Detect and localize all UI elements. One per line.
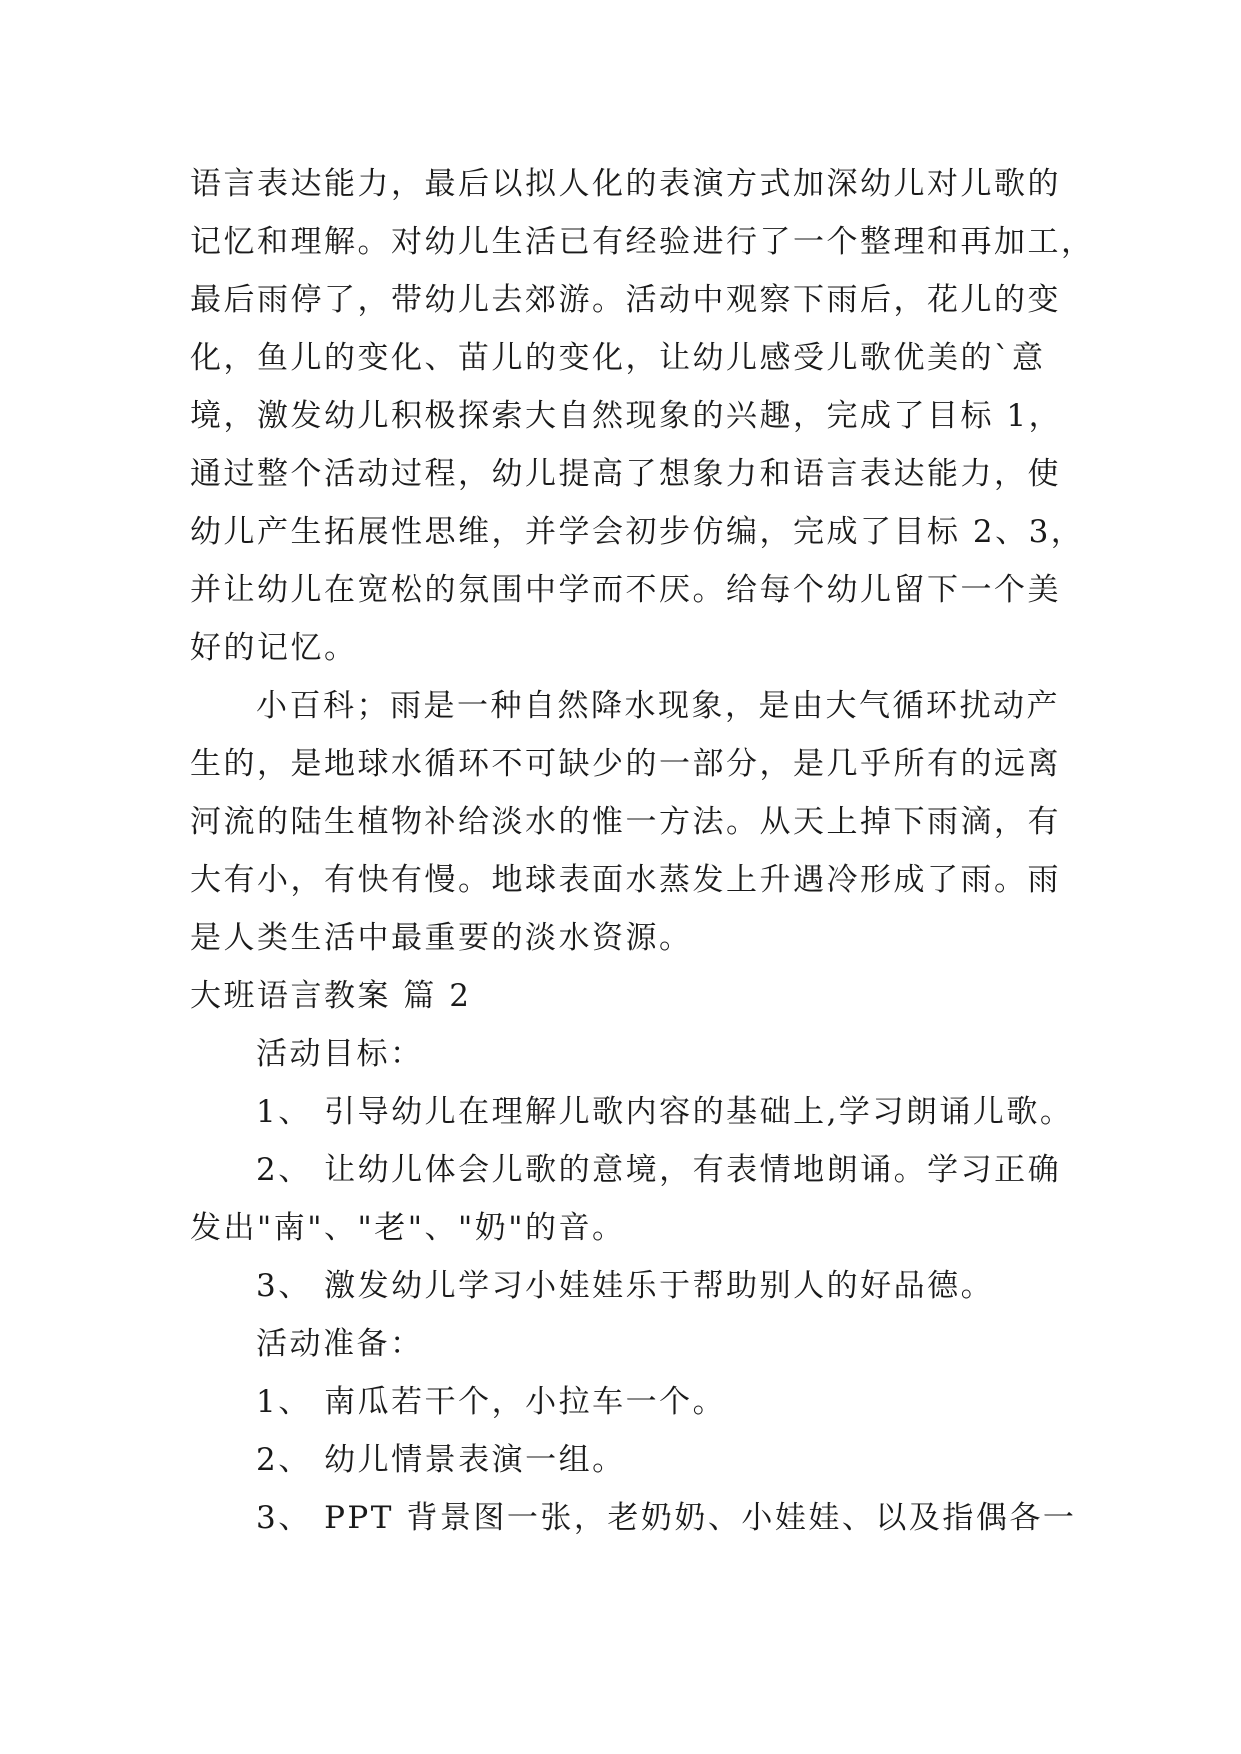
paragraph-line: 记忆和理解。对幼儿生活已有经验进行了一个整理和再加工，	[190, 224, 1095, 260]
paragraph-line: 通过整个活动过程，幼儿提高了想象力和语言表达能力，使	[190, 456, 1061, 492]
paragraph-line: 好的记忆。	[190, 630, 358, 666]
preparation-heading: 活动准备：	[256, 1326, 424, 1362]
goal-item-1: 1、 引导幼儿在理解儿歌内容的基础上,学习朗诵儿歌。	[256, 1094, 1074, 1130]
paragraph-line: 境，激发幼儿积极探索大自然现象的兴趣，完成了目标 1，	[190, 398, 1063, 434]
goal-item-2: 2、 让幼儿体会儿歌的意境，有表情地朗诵。学习正确	[256, 1152, 1062, 1188]
preparation-item-3: 3、 PPT 背景图一张，老奶奶、小娃娃、以及指偶各一	[256, 1500, 1077, 1536]
preparation-item-2: 2、 幼儿情景表演一组。	[256, 1442, 626, 1478]
goal-item-3: 3、 激发幼儿学习小娃娃乐于帮助别人的好品德。	[256, 1268, 995, 1304]
preparation-item-1: 1、 南瓜若干个，小拉车一个。	[256, 1384, 727, 1420]
paragraph-line: 并让幼儿在宽松的氛围中学而不厌。给每个幼儿留下一个美	[190, 572, 1061, 608]
paragraph-line: 幼儿产生拓展性思维，并学会初步仿编，完成了目标 2、3，	[190, 514, 1085, 550]
paragraph-line: 最后雨停了，带幼儿去郊游。活动中观察下雨后，花儿的变	[190, 282, 1061, 318]
paragraph-line: 生的，是地球水循环不可缺少的一部分，是几乎所有的远离	[190, 746, 1061, 782]
section-title: 大班语言教案 篇 2	[190, 978, 472, 1014]
paragraph-line: 大有小，有快有慢。地球表面水蒸发上升遇冷形成了雨。雨	[190, 862, 1061, 898]
paragraph-line: 是人类生活中最重要的淡水资源。	[190, 920, 693, 956]
goals-heading: 活动目标：	[256, 1036, 424, 1072]
paragraph-line: 化，鱼儿的变化、苗儿的变化，让幼儿感受儿歌优美的`意	[190, 340, 1046, 376]
paragraph-line: 小百科；雨是一种自然降水现象，是由大气循环扰动产	[256, 688, 1060, 724]
paragraph-line: 语言表达能力，最后以拟人化的表演方式加深幼儿对儿歌的	[190, 166, 1061, 202]
paragraph-line: 河流的陆生植物补给淡水的惟一方法。从天上掉下雨滴，有	[190, 804, 1061, 840]
goal-item-2-continued: 发出"南"、"老"、"奶"的音。	[190, 1210, 626, 1246]
